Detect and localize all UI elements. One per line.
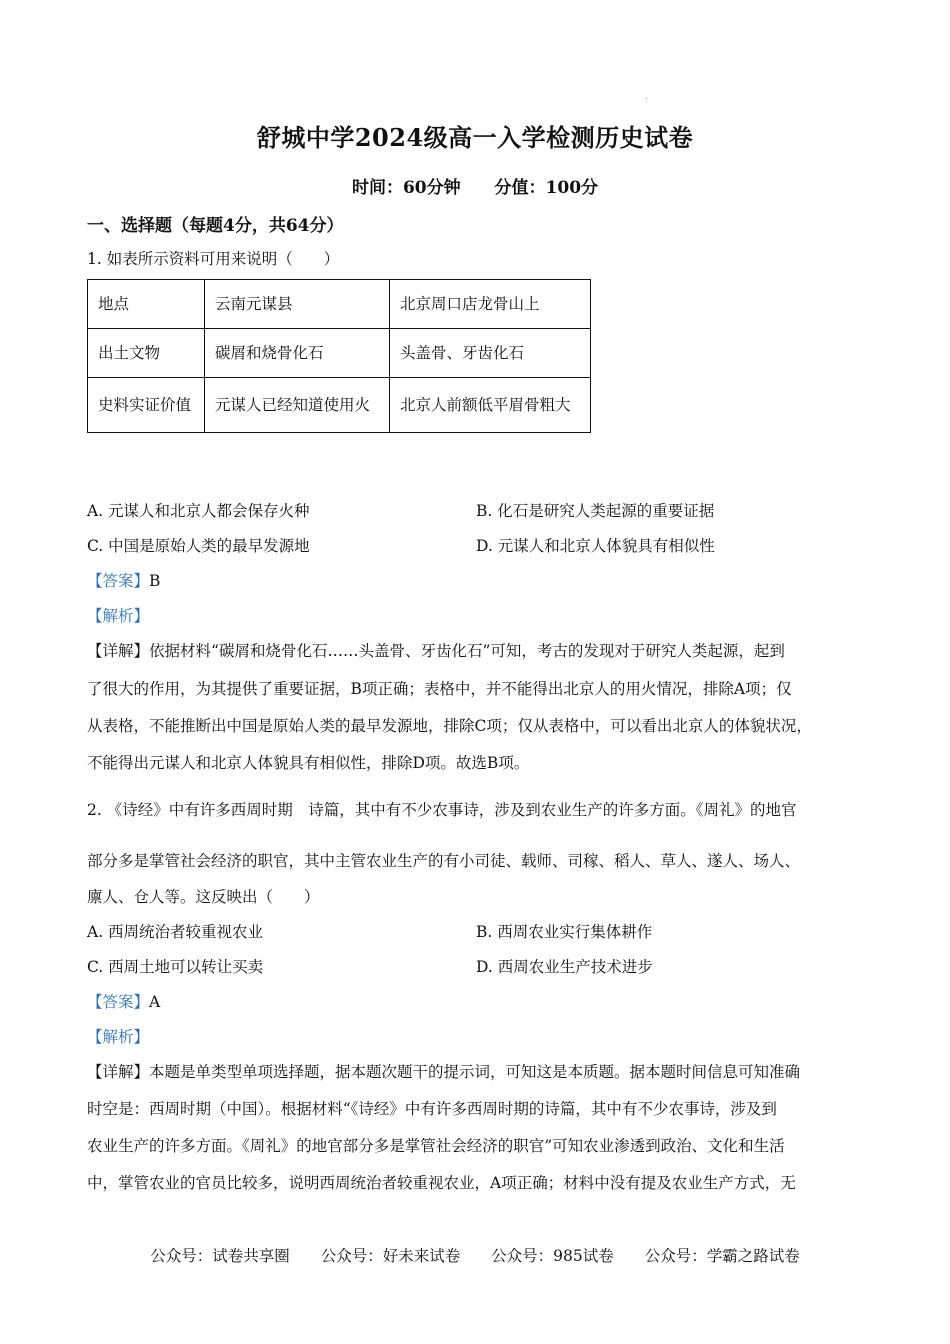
table-cell: 史料实证价值 bbox=[88, 378, 205, 433]
detail-tag: 【详解】 bbox=[87, 642, 150, 660]
q2-option-a: A. 西周统治者较重视农业 bbox=[87, 923, 264, 941]
exam-score: 分值：100分 bbox=[494, 178, 599, 198]
table-row bbox=[88, 329, 591, 378]
analysis-tag: 【解析】 bbox=[87, 607, 150, 625]
answer-tag: 【答案】 bbox=[87, 993, 150, 1011]
footer-account: 公众号：好未来试卷 bbox=[320, 1247, 461, 1265]
q1-analysis-tag bbox=[87, 604, 149, 626]
q2-detail-line: 中，掌管农业的官员比较多，说明西周统治者较重视农业，A项正确；材料中没有提及农业生产方式，无 bbox=[87, 1174, 796, 1192]
page-title: 舒城中学2024级高一入学检测历史试卷 bbox=[256, 123, 694, 152]
q1-stem: 1. 如表所示资料可用来说明（ ） bbox=[87, 250, 340, 268]
q2-detail-line: 时空是：西周时期（中国）。根据材料“《诗经》中有许多西周时期的诗篇，其中有不少农事诗，涉及到 bbox=[87, 1100, 777, 1118]
page-footer bbox=[0, 1244, 950, 1266]
q2-detail-line: 农业生产的许多方面。《周礼》的地官部分多是掌管社会经济的职官”可知农业渗透到政治、文化和生活 bbox=[87, 1137, 785, 1155]
q1-option-c: C. 中国是原始人类的最早发源地 bbox=[87, 537, 310, 555]
detail-text: 依据材料“碳屑和烧骨化石……头盖骨、牙齿化石”可知，考古的发现对于研究人类起源，起到 bbox=[149, 642, 785, 660]
table-cell: 地点 bbox=[88, 280, 205, 329]
q1-detail-line: 不能得出元谋人和北京人体貌具有相似性，排除D项。故选B项。 bbox=[87, 754, 530, 772]
section-heading: 一、选择题（每题4分，共64分） bbox=[87, 216, 344, 236]
answer-tag: 【答案】 bbox=[87, 572, 150, 590]
q2-stem-line: 廪人、仓人等。这反映出（ ） bbox=[87, 888, 320, 906]
q2-option-c: C. 西周土地可以转让买卖 bbox=[87, 958, 264, 976]
q2-analysis-tag bbox=[87, 1025, 149, 1047]
answer-value: B bbox=[149, 572, 161, 590]
table-cell: 碳屑和烧骨化石 bbox=[205, 329, 390, 378]
q1-detail-line: 从表格，不能推断出中国是原始人类的最早发源地，排除C项；仅从表格中，可以看出北京人的体貌状况， bbox=[87, 717, 812, 735]
q1-option-b: B. 化石是研究人类起源的重要证据 bbox=[476, 502, 715, 520]
table-cell: 北京周口店龙骨山上 bbox=[390, 280, 591, 329]
q2-stem-line: 2. 《诗经》中有许多西周时期 诗篇，其中有不少农事诗，涉及到农业生产的许多方面。《周礼》的地官 bbox=[87, 801, 797, 819]
footer-account: 公众号：985试卷 bbox=[491, 1247, 614, 1265]
q2-detail-line bbox=[87, 1060, 800, 1082]
q1-detail-line bbox=[87, 639, 785, 661]
q2-stem-line: 部分多是掌管社会经济的职官，其中主管农业生产的有小司徒、载师、司稼、稻人、草人、遂人、场人、 bbox=[87, 852, 801, 870]
q2-option-d: D. 西周农业生产技术进步 bbox=[476, 958, 653, 976]
footer-account: 公众号：学霸之路试卷 bbox=[644, 1247, 800, 1265]
q1-detail-line: 了很大的作用，为其提供了重要证据，B项正确；表格中，并不能得出北京人的用火情况，排除A项；仅 bbox=[87, 680, 792, 698]
decorative-dot bbox=[646, 98, 647, 99]
answer-value: A bbox=[149, 993, 161, 1011]
footer-account: 公众号：试卷共享圈 bbox=[150, 1247, 290, 1265]
q2-answer bbox=[87, 990, 160, 1012]
table-cell: 头盖骨、牙齿化石 bbox=[390, 329, 591, 378]
table-cell: 北京人前额低平眉骨粗大 bbox=[390, 378, 591, 433]
table-row bbox=[88, 378, 591, 433]
exam-time: 时间：60分钟 bbox=[351, 178, 461, 198]
q1-answer bbox=[87, 569, 160, 591]
exam-meta bbox=[0, 173, 950, 198]
detail-tag: 【详解】 bbox=[87, 1063, 150, 1081]
table-row bbox=[88, 280, 591, 329]
table-cell: 元谋人已经知道使用火 bbox=[205, 378, 390, 433]
table-cell: 出土文物 bbox=[88, 329, 205, 378]
analysis-tag: 【解析】 bbox=[87, 1028, 150, 1046]
detail-text: 本题是单类型单项选择题，据本题次题干的提示词，可知这是本质题。据本题时间信息可知准确 bbox=[149, 1063, 801, 1081]
table-cell: 云南元谋县 bbox=[205, 280, 390, 329]
q1-source-table bbox=[87, 279, 591, 433]
q1-option-d: D. 元谋人和北京人体貌具有相似性 bbox=[476, 537, 715, 555]
q2-option-b: B. 西周农业实行集体耕作 bbox=[476, 923, 653, 941]
q1-option-a: A. 元谋人和北京人都会保存火种 bbox=[87, 502, 310, 520]
